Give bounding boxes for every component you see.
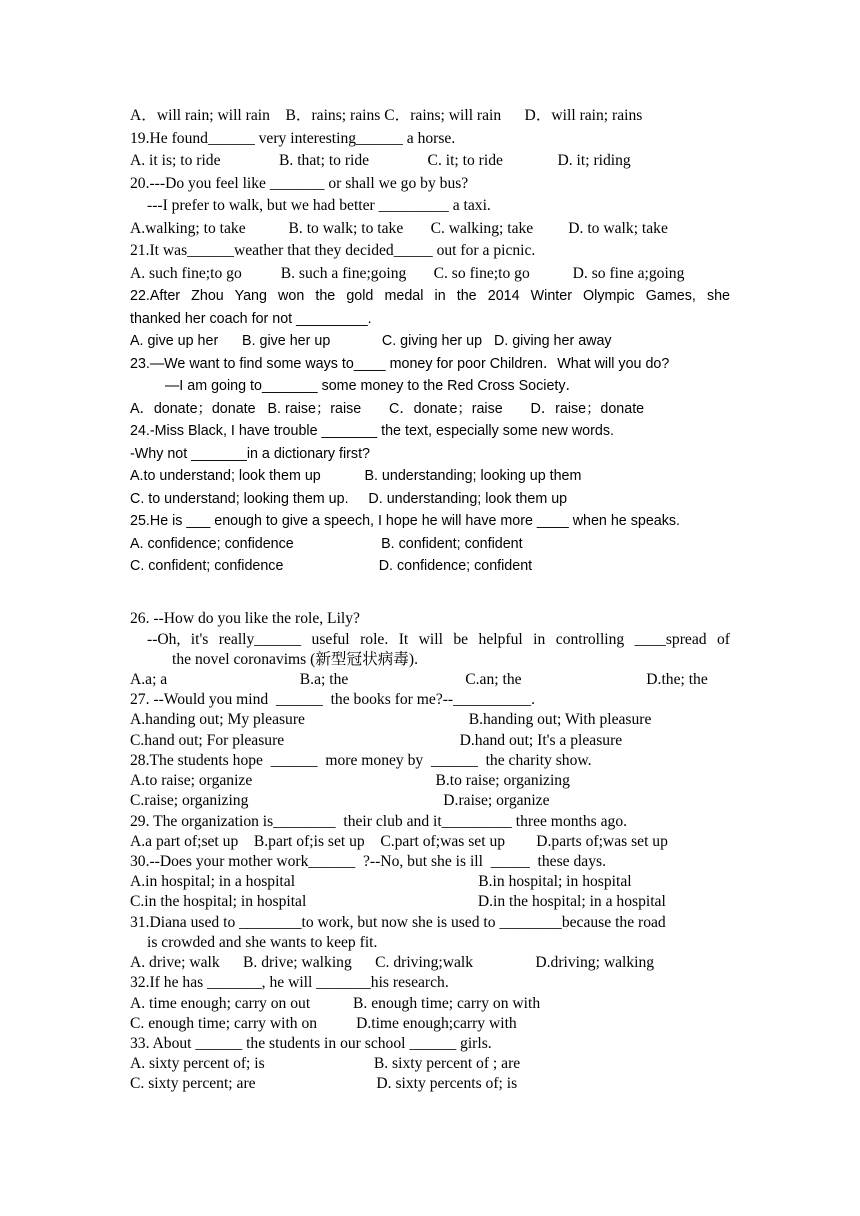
q31-question: 31.Diana used to ________to work, but now she is used to ________because the road (130, 914, 666, 931)
q28-question: 28.The students hope ______ more money by ______ the charity show. (130, 752, 592, 769)
q24-options-cd: C. to understand; looking them up. D. understanding; look them up (130, 491, 568, 507)
q31-options: A. drive; walk B. drive; walking C. driving;walk D.driving; walking (130, 954, 655, 971)
q23-question: 23.—We want to find some ways to____ money for poor Children．What will you do? (130, 356, 670, 372)
q22-question-line2: thanked her coach for not _________. (130, 311, 372, 327)
q31-question-line2: is crowded and she wants to keep fit. (147, 934, 378, 951)
q30-options-ab: A.in hospital; in a hospital B.in hospital; in hospital (130, 873, 632, 890)
q25-question: 25.He is ___ enough to give a speech, I hope he will have more ____ when he speaks. (130, 513, 681, 529)
q33-options-ab: A. sixty percent of; is B. sixty percent of ; are (130, 1055, 521, 1072)
q32-options-cd: C. enough time; carry with on D.time enough;carry with (130, 1015, 517, 1032)
q33-options-cd: C. sixty percent; are D. sixty percents of; is (130, 1075, 518, 1092)
q23-question-line2: —I am going to_______ some money to the Red Cross Society． (165, 378, 580, 394)
q28-options-ab: A.to raise; organize B.to raise; organizing (130, 772, 570, 789)
q21-question: 21.It was______weather that they decided_____ out for a picnic. (130, 242, 536, 259)
q25-options-cd: C. confident; confidence D. confidence; confident (130, 558, 533, 574)
q20-question-line2: ---I prefer to walk, but we had better _________ a taxi. (147, 197, 491, 214)
q27-options-cd: C.hand out; For pleasure D.hand out; It's a pleasure (130, 732, 623, 749)
q25-options-ab: A. confidence; confidence B. confident; confident (130, 536, 523, 552)
q23-options: A．donate；donate B. raise；raise C．donate；raise D．raise；donate (130, 401, 645, 417)
q20-options: A.walking; to take B. to walk; to take C. walking; take D. to walk; take (130, 220, 668, 237)
q26-question-line2: --Oh, it's really______ useful role. It will be helpful in controlling ____spread of (147, 631, 730, 648)
q29-options: A.a part of;set up B.part of;is set up C.part of;was set up D.parts of;was set up (130, 833, 668, 850)
q28-options-cd: C.raise; organizing D.raise; organize (130, 792, 550, 809)
q26-question: 26. --How do you like the role, Lily? (130, 610, 360, 627)
q33-question: 33. About ______ the students in our school ______ girls. (130, 1035, 492, 1052)
q30-question: 30.--Does your mother work______ ?--No, but she is ill _____ these days. (130, 853, 606, 870)
q26-options: A.a; a B.a; the C.an; the D.the; the (130, 671, 708, 688)
q32-question: 32.If he has _______, he will _______his research. (130, 974, 449, 991)
q22-options: A. give up her B. give her up C. giving her up D. giving her away (130, 333, 612, 349)
q20-question: 20.---Do you feel like _______ or shall we go by bus? (130, 175, 469, 192)
q22-question: 22.After Zhou Yang won the gold medal in the 2014 Winter Olympic Games, she (130, 288, 730, 304)
q29-question: 29. The organization is________ their club and it_________ three months ago. (130, 813, 628, 830)
q24-question: 24.-Miss Black, I have trouble _______ the text, especially some new words. (130, 423, 614, 439)
q21-options: A. such fine;to go B. such a fine;going C. so fine;to go D. so fine a;going (130, 265, 685, 282)
q18-options: A．will rain; will rain B．rains; rains C．rains; will rain D．will rain; rains (130, 107, 643, 124)
q27-options-ab: A.handing out; My pleasure B.handing out; With pleasure (130, 711, 652, 728)
q19-options: A. it is; to ride B. that; to ride C. it; to ride D. it; riding (130, 152, 631, 169)
q24-options-ab: A.to understand; look them up B. understanding; looking up them (130, 468, 582, 484)
q27-question: 27. --Would you mind ______ the books for me?--__________. (130, 691, 535, 708)
q26-question-line3: the novel coronavims (新型冠状病毒). (172, 651, 418, 668)
q19-question: 19.He found______ very interesting______ a horse. (130, 130, 456, 147)
q32-options-ab: A. time enough; carry on out B. enough time; carry on with (130, 995, 541, 1012)
q30-options-cd: C.in the hospital; in hospital D.in the hospital; in a hospital (130, 893, 666, 910)
q24-question-line2: -Why not _______in a dictionary first? (130, 446, 370, 462)
